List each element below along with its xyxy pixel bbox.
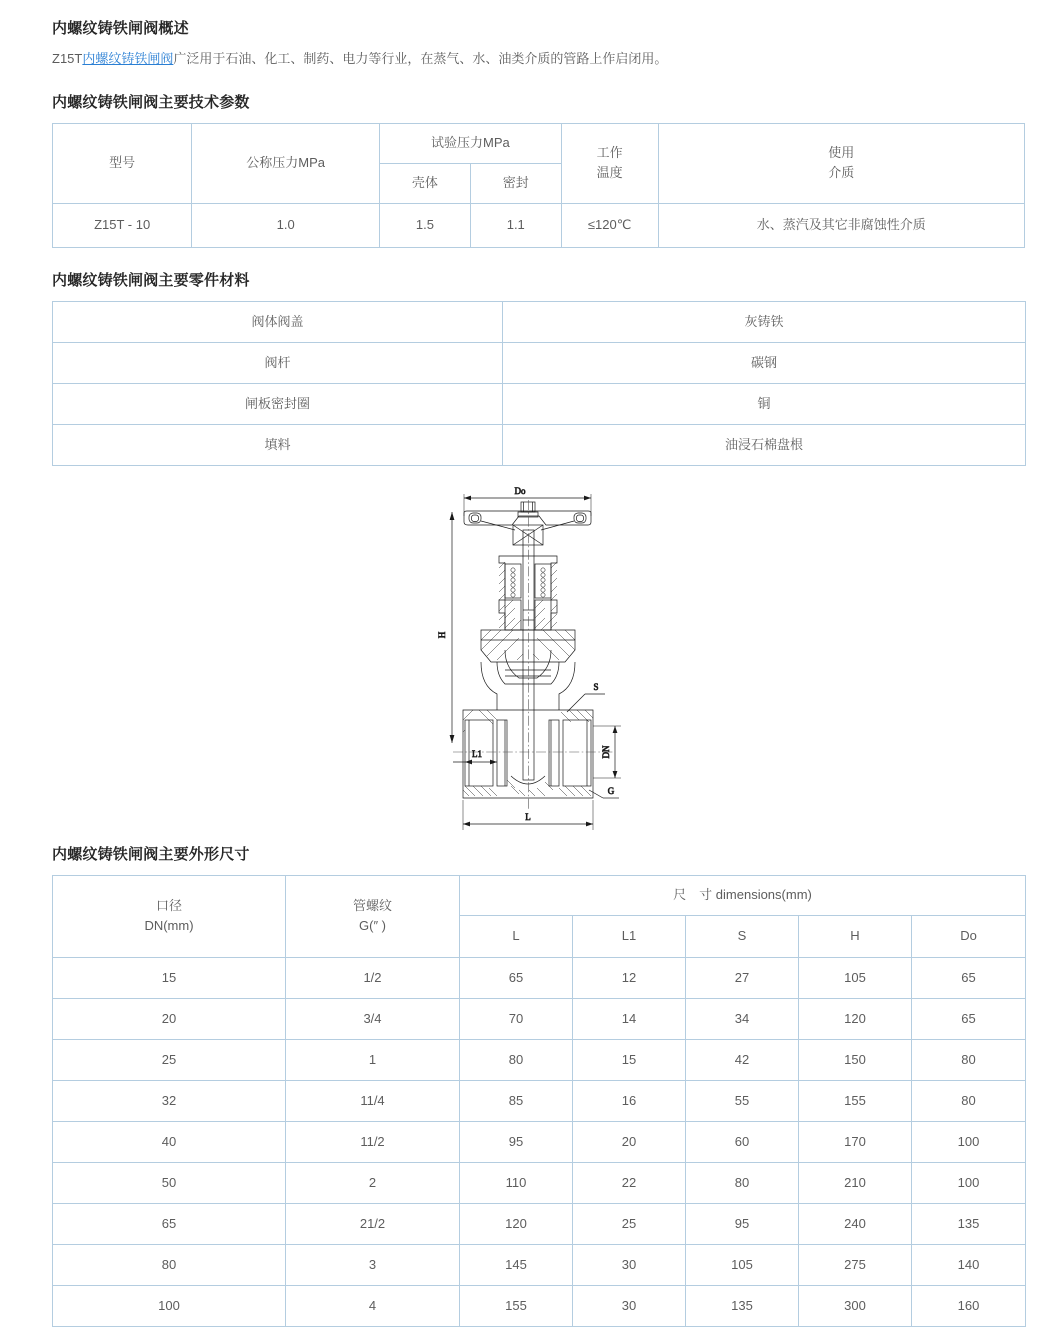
header-bore	[53, 875, 286, 957]
cell-do: 140	[912, 1244, 1026, 1285]
header-l: L	[460, 915, 573, 957]
cell-s: 95	[686, 1203, 799, 1244]
label-l1: L1	[471, 748, 482, 759]
cell-dn: 65	[53, 1203, 286, 1244]
label-h: H	[436, 631, 447, 639]
cell-do: 80	[912, 1080, 1026, 1121]
label-l: L	[524, 811, 531, 822]
header-do: Do	[912, 915, 1026, 957]
table-row	[53, 1285, 1026, 1326]
table-row	[53, 1203, 1026, 1244]
cell-nominal-pressure: 1.0	[192, 203, 380, 247]
cell-h: 155	[799, 1080, 912, 1121]
cell-seal: 1.1	[470, 203, 561, 247]
cell-l: 80	[460, 1039, 573, 1080]
table-row	[53, 301, 1026, 342]
table-row	[53, 342, 1026, 383]
cell-l: 95	[460, 1121, 573, 1162]
header-medium	[658, 123, 1024, 203]
cell-s: 27	[686, 957, 799, 998]
cell-dn: 40	[53, 1121, 286, 1162]
params-heading: 内螺纹铸铁闸阀主要技术参数	[52, 93, 250, 111]
cell-s: 42	[686, 1039, 799, 1080]
cell-g: 1/2	[286, 957, 460, 998]
cell-h: 275	[799, 1244, 912, 1285]
cell-g: 4	[286, 1285, 460, 1326]
cell-l: 110	[460, 1162, 573, 1203]
table-header-row	[53, 123, 1025, 163]
valve-drawing-container	[52, 480, 1025, 838]
cell-l1: 22	[573, 1162, 686, 1203]
header-s: S	[686, 915, 799, 957]
cell-do: 65	[912, 957, 1026, 998]
cell-g: 21/2	[286, 1203, 460, 1244]
cell-do: 65	[912, 998, 1026, 1039]
label-dn: DN	[600, 745, 611, 759]
cell-material: 油浸石棉盘根	[503, 424, 1026, 465]
cell-l: 145	[460, 1244, 573, 1285]
header-shell: 壳体	[380, 163, 471, 203]
table-row	[53, 383, 1026, 424]
table-row	[53, 1039, 1026, 1080]
cell-l: 155	[460, 1285, 573, 1326]
cell-model: Z15T - 10	[53, 203, 192, 247]
cell-dn: 15	[53, 957, 286, 998]
cell-l1: 25	[573, 1203, 686, 1244]
table-row	[53, 1244, 1026, 1285]
cell-h: 120	[799, 998, 912, 1039]
header-model: 型号	[53, 123, 192, 203]
cell-l: 120	[460, 1203, 573, 1244]
cell-g: 11/2	[286, 1121, 460, 1162]
overview-text-after-link: 广泛用于石油、化工、制药、电力等行业，在蒸气、水、油类介质的管路上作启闭用。	[173, 51, 668, 66]
cell-s: 60	[686, 1121, 799, 1162]
cell-g: 3/4	[286, 998, 460, 1039]
table-row	[53, 998, 1026, 1039]
label-g: G	[607, 785, 614, 796]
cell-l1: 20	[573, 1121, 686, 1162]
header-test-pressure-group: 试验压力MPa	[380, 123, 562, 163]
dimensions-table	[52, 875, 1026, 1327]
header-h: H	[799, 915, 912, 957]
header-work-temperature-line1: 工作	[596, 145, 623, 161]
cell-medium: 水、蒸汽及其它非腐蚀性介质	[658, 203, 1024, 247]
cell-l: 70	[460, 998, 573, 1039]
cell-l1: 14	[573, 998, 686, 1039]
cell-shell: 1.5	[380, 203, 471, 247]
cell-l: 65	[460, 957, 573, 998]
cell-dn: 32	[53, 1080, 286, 1121]
cell-part-name: 阀杆	[53, 342, 503, 383]
header-seal: 密封	[470, 163, 561, 203]
header-l1: L1	[573, 915, 686, 957]
cell-h: 105	[799, 957, 912, 998]
cell-material: 碳钢	[503, 342, 1026, 383]
cell-h: 240	[799, 1203, 912, 1244]
header-bore-line2: DN(mm)	[144, 918, 194, 934]
cell-do: 100	[912, 1121, 1026, 1162]
gate-valve-cross-section-drawing	[419, 480, 659, 838]
materials-table	[52, 301, 1026, 466]
overview-heading: 内螺纹铸铁闸阀概述	[52, 20, 189, 37]
table-row	[53, 957, 1026, 998]
cell-l1: 15	[573, 1039, 686, 1080]
header-nominal-pressure: 公称压力MPa	[192, 123, 380, 203]
header-thread-line2: G(″ )	[359, 918, 386, 934]
cell-g: 3	[286, 1244, 460, 1285]
cell-do: 135	[912, 1203, 1026, 1244]
header-bore-line1: 口径	[155, 898, 182, 914]
cell-part-name: 阀体阀盖	[53, 301, 503, 342]
cell-l1: 30	[573, 1285, 686, 1326]
cell-dn: 100	[53, 1285, 286, 1326]
cell-l1: 30	[573, 1244, 686, 1285]
header-dimensions-group: 尺 寸 dimensions(mm)	[460, 875, 1026, 915]
cell-do: 80	[912, 1039, 1026, 1080]
technical-parameters-table	[52, 123, 1025, 248]
cell-dn: 25	[53, 1039, 286, 1080]
cell-h: 300	[799, 1285, 912, 1326]
cell-h: 210	[799, 1162, 912, 1203]
cell-part-name: 填料	[53, 424, 503, 465]
cell-part-name: 闸板密封圈	[53, 383, 503, 424]
cell-material: 铜	[503, 383, 1026, 424]
dimensions-heading: 内螺纹铸铁闸阀主要外形尺寸	[52, 845, 250, 863]
cell-l1: 16	[573, 1080, 686, 1121]
header-work-temperature	[561, 123, 658, 203]
header-thread-line1: 管螺纹	[352, 898, 392, 914]
table-row	[53, 1121, 1026, 1162]
cell-g: 1	[286, 1039, 460, 1080]
cell-h: 150	[799, 1039, 912, 1080]
cell-s: 135	[686, 1285, 799, 1326]
header-thread	[286, 875, 460, 957]
overview-paragraph	[52, 49, 1025, 70]
label-s: S	[592, 681, 599, 692]
table-row	[53, 424, 1026, 465]
cell-g: 2	[286, 1162, 460, 1203]
table-row	[53, 1080, 1026, 1121]
product-inline-link[interactable]: 内螺纹铸铁闸阀	[82, 51, 174, 66]
cell-material: 灰铸铁	[503, 301, 1026, 342]
header-medium-line2: 介质	[828, 165, 855, 181]
cell-dn: 20	[53, 998, 286, 1039]
cell-h: 170	[799, 1121, 912, 1162]
overview-text-before-link: Z15T	[52, 51, 83, 66]
table-row	[53, 1162, 1026, 1203]
cell-dn: 50	[53, 1162, 286, 1203]
cell-s: 55	[686, 1080, 799, 1121]
cell-work-temperature: ≤120℃	[561, 203, 658, 247]
label-do: Do	[514, 485, 525, 496]
header-work-temperature-line2: 温度	[596, 165, 623, 181]
cell-s: 105	[686, 1244, 799, 1285]
cell-l: 85	[460, 1080, 573, 1121]
cell-dn: 80	[53, 1244, 286, 1285]
table-header-row	[53, 875, 1026, 915]
cell-s: 34	[686, 998, 799, 1039]
cell-l1: 12	[573, 957, 686, 998]
table-row	[53, 203, 1025, 247]
cell-s: 80	[686, 1162, 799, 1203]
cell-g: 11/4	[286, 1080, 460, 1121]
header-medium-line1: 使用	[828, 145, 855, 161]
materials-heading: 内螺纹铸铁闸阀主要零件材料	[52, 271, 250, 289]
cell-do: 160	[912, 1285, 1026, 1326]
cell-do: 100	[912, 1162, 1026, 1203]
